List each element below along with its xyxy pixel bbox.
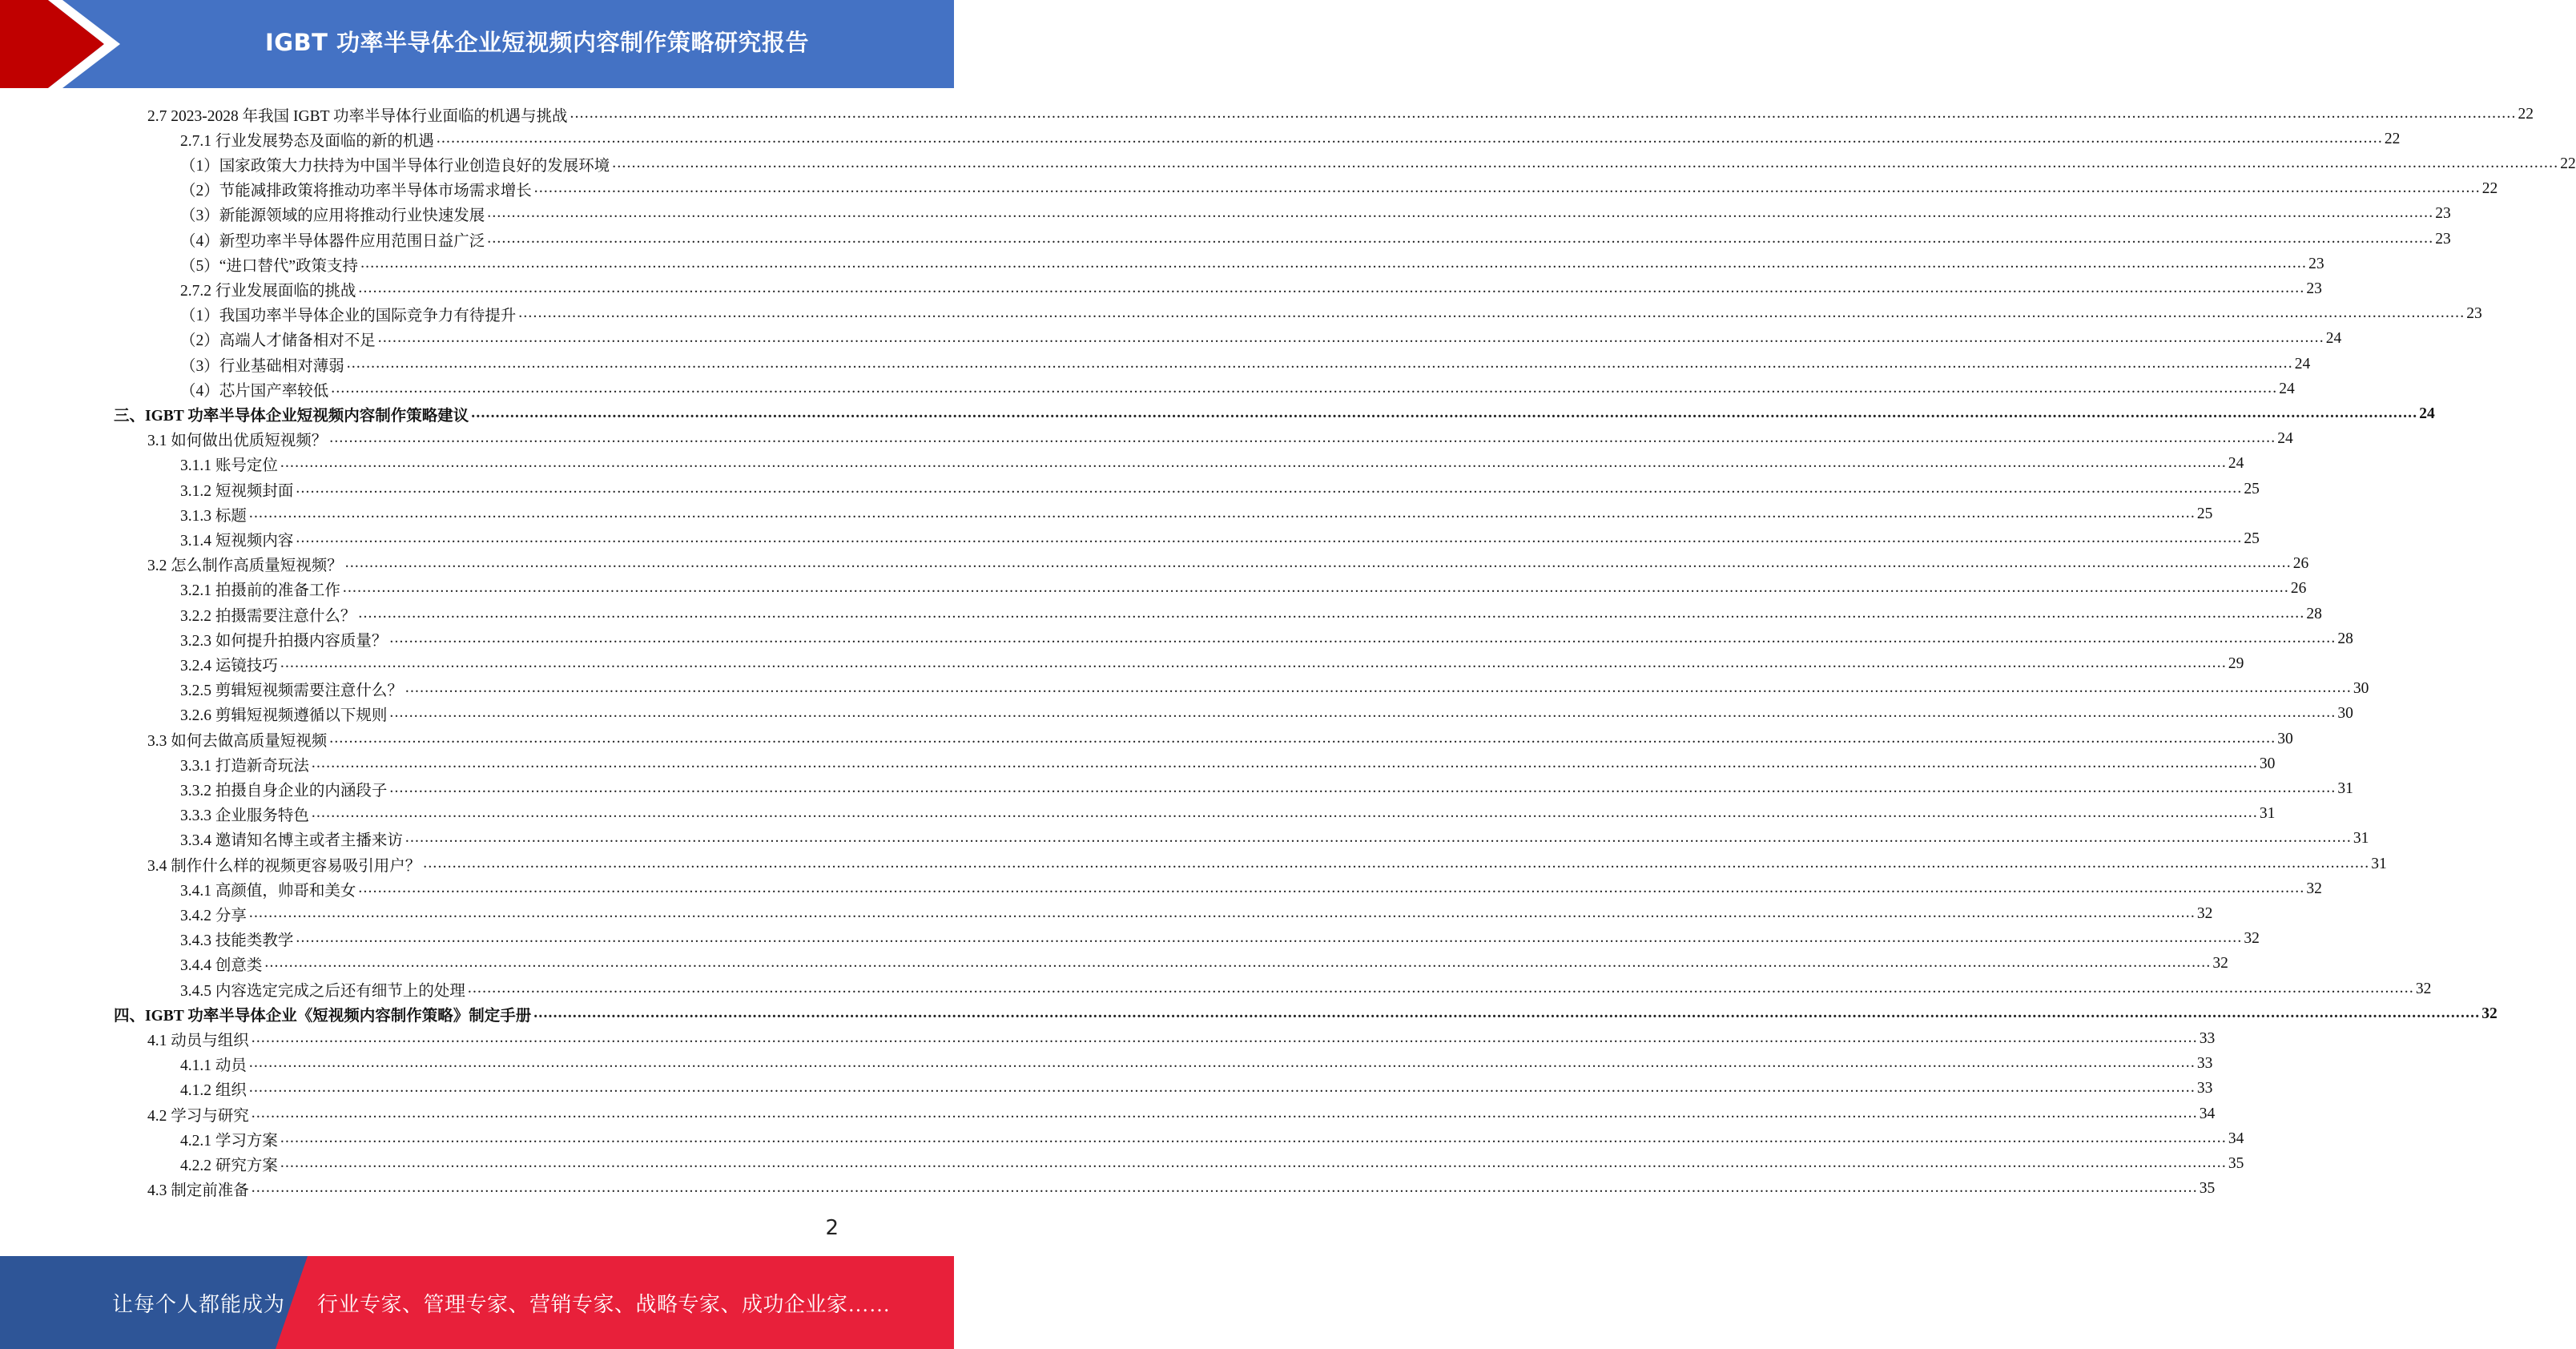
toc-entry-page-number: 24 — [2277, 430, 2293, 448]
toc-entry[interactable] — [180, 1077, 2213, 1101]
toc-entry-title: 2.7.1 行业发展势态及面临的新的机遇 — [180, 132, 434, 150]
toc-dot-leader: ................................................................................................................................................................................................................................................................................................................................................................................................................ — [331, 379, 2278, 397]
toc-dot-leader: ................................................................................................................................................................................................................................................................................................................................................................................................................ — [296, 529, 2243, 546]
toc-entry-page-number: 32 — [2212, 955, 2228, 972]
toc-entry[interactable] — [180, 452, 2244, 477]
toc-dot-leader: ................................................................................................................................................................................................................................................................................................................................................................................................................ — [389, 779, 2337, 796]
toc-entry[interactable] — [180, 977, 2432, 1001]
toc-entry-title: 4.2.1 学习方案 — [180, 1132, 278, 1150]
toc-entry-title: （4）芯片国产率较低 — [180, 382, 329, 400]
toc-dot-leader: ................................................................................................................................................................................................................................................................................................................................................................................................................ — [518, 304, 2465, 322]
toc-dot-leader: ................................................................................................................................................................................................................................................................................................................................................................................................................ — [570, 104, 2517, 122]
toc-entry[interactable] — [180, 827, 2369, 852]
toc-entry[interactable] — [180, 252, 2324, 276]
toc-entry-title: （1）国家政策大力扶持为中国半导体行业创造良好的发展环境 — [180, 157, 610, 175]
toc-dot-leader: ................................................................................................................................................................................................................................................................................................................................................................................................................ — [311, 754, 2258, 771]
toc-dot-leader: ................................................................................................................................................................................................................................................................................................................................................................................................................ — [377, 329, 2324, 347]
toc-dot-leader: ................................................................................................................................................................................................................................................................................................................................................................................................................ — [280, 654, 2227, 671]
toc-entry-page-number: 34 — [2199, 1105, 2216, 1122]
toc-dot-leader: ................................................................................................................................................................................................................................................................................................................................................................................................................ — [251, 1104, 2198, 1121]
toc-entry-title: 4.3 制定前准备 — [147, 1182, 249, 1200]
toc-entry-title: （2）高端人才储备相对不足 — [180, 332, 376, 350]
toc-entry-page-number: 31 — [2337, 779, 2353, 797]
toc-dot-leader: ................................................................................................................................................................................................................................................................................................................................................................................................................ — [358, 879, 2305, 896]
toc-entry[interactable] — [180, 352, 2311, 377]
toc-entry-page-number: 30 — [2277, 730, 2293, 747]
toc-entry-title: 4.2 学习与研究 — [147, 1107, 249, 1125]
toc-entry[interactable] — [180, 302, 2482, 327]
toc-entry-title: （1）我国功率半导体企业的国际竞争力有待提升 — [180, 308, 517, 325]
toc-entry[interactable] — [180, 177, 2498, 202]
toc-dot-leader: ................................................................................................................................................................................................................................................................................................................................................................................................................ — [358, 604, 2305, 622]
toc-entry[interactable] — [114, 401, 2435, 426]
toc-entry-title: 3.4.4 创意类 — [180, 957, 263, 975]
toc-entry-title: 3.2.3 如何提升拍摄内容质量？ — [180, 632, 388, 650]
toc-entry[interactable] — [180, 202, 2451, 227]
toc-entry-title: 3.1.3 标题 — [180, 507, 247, 525]
toc-entry-title: 3.3.3 企业服务特色 — [180, 807, 309, 825]
toc-dot-leader: ................................................................................................................................................................................................................................................................................................................................................................................................................ — [360, 254, 2308, 272]
toc-entry-page-number: 31 — [2353, 830, 2369, 848]
toc-entry[interactable] — [180, 1151, 2244, 1176]
toc-entry[interactable] — [114, 1001, 2498, 1026]
toc-entry[interactable] — [147, 102, 2534, 127]
document-title: IGBT 功率半导体企业短视频内容制作策略研究报告 — [264, 28, 810, 56]
toc-entry-page-number: 34 — [2228, 1130, 2244, 1147]
toc-entry-page-number: 35 — [2228, 1154, 2244, 1172]
toc-entry[interactable] — [180, 1052, 2213, 1077]
toc-dot-leader: ................................................................................................................................................................................................................................................................................................................................................................................................................ — [533, 1004, 2481, 1021]
toc-entry-page-number: 32 — [2306, 880, 2322, 897]
toc-entry-page-number: 28 — [2306, 605, 2322, 622]
toc-dot-leader: ................................................................................................................................................................................................................................................................................................................................................................................................................ — [251, 1029, 2198, 1046]
toc-entry-page-number: 26 — [2290, 580, 2307, 598]
toc-entry-page-number: 32 — [2244, 930, 2260, 948]
toc-entry[interactable] — [180, 901, 2213, 926]
toc-entry[interactable] — [147, 727, 2293, 751]
toc-entry-page-number: 33 — [2196, 1055, 2213, 1073]
page-footer — [0, 1256, 954, 1349]
toc-dot-leader: ................................................................................................................................................................................................................................................................................................................................................................................................................ — [487, 229, 2434, 247]
toc-entry-title: 3.4 制作什么样的视频更容易吸引用户？ — [147, 857, 421, 875]
toc-entry[interactable] — [180, 876, 2322, 901]
toc-entry-page-number: 22 — [2384, 130, 2401, 147]
toc-entry[interactable] — [180, 602, 2322, 626]
toc-dot-leader: ................................................................................................................................................................................................................................................................................................................................................................................................................ — [329, 429, 2276, 447]
toc-entry-title: 三、IGBT 功率半导体企业短视频内容制作策略建议 — [114, 407, 469, 425]
toc-dot-leader: ................................................................................................................................................................................................................................................................................................................................................................................................................ — [280, 454, 2227, 472]
toc-dot-leader: ................................................................................................................................................................................................................................................................................................................................................................................................................ — [467, 979, 2414, 997]
toc-entry-page-number: 23 — [2435, 205, 2451, 223]
toc-dot-leader: ................................................................................................................................................................................................................................................................................................................................................................................................................ — [405, 829, 2352, 847]
toc-entry-title: 四、IGBT 功率半导体企业《短视频内容制作策略》制定手册 — [114, 1007, 532, 1025]
toc-entry[interactable] — [180, 1126, 2244, 1151]
toc-entry[interactable] — [180, 151, 2576, 176]
toc-entry-title: 3.1.4 短视频内容 — [180, 532, 294, 550]
page-number: 2 — [825, 1216, 839, 1240]
toc-entry-title: 3.4.1 高颜值，帅哥和美女 — [180, 882, 356, 900]
toc-dot-leader: ................................................................................................................................................................................................................................................................................................................................................................................................................ — [296, 929, 2243, 947]
toc-entry-page-number: 32 — [2196, 904, 2213, 922]
toc-entry-title: 3.3 如何去做高质量短视频 — [147, 732, 328, 750]
toc-entry-page-number: 23 — [2466, 305, 2482, 323]
toc-entry-title: 3.4.5 内容选定完成之后还有细节上的处理 — [180, 982, 465, 1000]
toc-dot-leader: ................................................................................................................................................................................................................................................................................................................................................................................................................ — [533, 179, 2481, 197]
toc-dot-leader: ................................................................................................................................................................................................................................................................................................................................................................................................................ — [471, 404, 2418, 421]
toc-entry-title: （2）节能减排政策将推动功率半导体市场需求增长 — [180, 183, 532, 200]
toc-entry-page-number: 33 — [2196, 1080, 2213, 1097]
toc-entry[interactable] — [180, 702, 2353, 727]
toc-dot-leader: ................................................................................................................................................................................................................................................................................................................................................................................................................ — [423, 854, 2370, 872]
toc-entry-title: 3.2.5 剪辑短视频需要注意什么？ — [180, 683, 403, 700]
toc-entry[interactable] — [180, 751, 2276, 776]
toc-entry-page-number: 25 — [2244, 530, 2260, 547]
toc-dot-leader: ................................................................................................................................................................................................................................................................................................................................................................................................................ — [280, 1129, 2227, 1146]
toc-entry-title: 4.1.2 组织 — [180, 1082, 247, 1100]
toc-entry-title: （5）“进口替代”政策支持 — [180, 257, 359, 275]
toc-dot-leader: ................................................................................................................................................................................................................................................................................................................................................................................................................ — [487, 204, 2434, 222]
toc-entry[interactable] — [180, 577, 2307, 602]
toc-entry-page-number: 25 — [2244, 480, 2260, 497]
toc-dot-leader: ................................................................................................................................................................................................................................................................................................................................................................................................................ — [389, 629, 2337, 646]
toc-entry[interactable] — [180, 477, 2260, 501]
toc-entry[interactable] — [180, 952, 2228, 977]
toc-entry-title: 3.2.4 运镜技巧 — [180, 657, 278, 674]
toc-dot-leader: ................................................................................................................................................................................................................................................................................................................................................................................................................ — [329, 729, 2276, 747]
toc-entry-page-number: 24 — [2279, 380, 2295, 397]
toc-dot-leader: ................................................................................................................................................................................................................................................................................................................................................................................................................ — [344, 554, 2292, 572]
toc-dot-leader: ................................................................................................................................................................................................................................................................................................................................................................................................................ — [248, 504, 2196, 521]
toc-entry-title: 4.2.2 研究方案 — [180, 1157, 278, 1174]
toc-entry[interactable] — [180, 276, 2322, 301]
toc-entry-title: 3.3.2 拍摄自身企业的内涵段子 — [180, 782, 388, 799]
toc-entry[interactable] — [180, 501, 2213, 526]
toc-entry[interactable] — [180, 626, 2353, 651]
toc-entry-title: 4.1.1 动员 — [180, 1057, 247, 1075]
toc-dot-leader: ................................................................................................................................................................................................................................................................................................................................................................................................................ — [264, 954, 2212, 972]
toc-entry-page-number: 22 — [2518, 105, 2534, 123]
header-chevron-decoration — [0, 0, 128, 88]
toc-entry-page-number: 32 — [2481, 1005, 2498, 1022]
toc-entry-page-number: 30 — [2337, 705, 2353, 723]
toc-dot-leader: ................................................................................................................................................................................................................................................................................................................................................................................................................ — [436, 129, 2383, 147]
toc-entry-page-number: 24 — [2325, 330, 2342, 348]
toc-entry[interactable] — [180, 127, 2401, 151]
toc-dot-leader: ................................................................................................................................................................................................................................................................................................................................................................................................................ — [405, 679, 2352, 697]
toc-entry[interactable] — [180, 651, 2244, 676]
toc-dot-leader: ................................................................................................................................................................................................................................................................................................................................................................................................................ — [358, 279, 2305, 296]
toc-entry-title: 3.2.2 拍摄需要注意什么？ — [180, 607, 356, 625]
toc-entry[interactable] — [147, 852, 2387, 876]
toc-entry-page-number: 23 — [2306, 280, 2322, 297]
toc-entry-title: 2.7 2023-2028 年我国 IGBT 功率半导体行业面临的机遇与挑战 — [147, 107, 568, 125]
toc-entry-page-number: 29 — [2228, 654, 2244, 672]
toc-entry-page-number: 33 — [2199, 1029, 2216, 1047]
toc-entry-title: 3.4.2 分享 — [180, 907, 247, 924]
toc-entry-title: 3.1.2 短视频封面 — [180, 482, 294, 500]
toc-entry-page-number: 25 — [2196, 505, 2213, 522]
toc-entry[interactable] — [180, 776, 2353, 801]
toc-entry-title: （4）新型功率半导体器件应用范围日益广泛 — [180, 232, 485, 250]
toc-entry-title: （3）行业基础相对薄弱 — [180, 357, 344, 375]
toc-entry-title: 2.7.2 行业发展面临的挑战 — [180, 282, 356, 300]
toc-dot-leader: ................................................................................................................................................................................................................................................................................................................................................................................................................ — [342, 579, 2289, 597]
toc-entry-page-number: 23 — [2435, 230, 2451, 248]
toc-entry-title: 3.3.1 打造新奇玩法 — [180, 757, 309, 775]
toc-entry-page-number: 31 — [2259, 805, 2276, 823]
toc-entry-page-number: 23 — [2308, 255, 2324, 272]
toc-entry-title: 3.2.6 剪辑短视频遵循以下规则 — [180, 707, 388, 725]
toc-entry[interactable] — [147, 1177, 2216, 1202]
toc-entry-title: 3.2 怎么制作高质量短视频？ — [147, 558, 343, 575]
toc-entry-page-number: 24 — [2228, 455, 2244, 473]
toc-entry-title: 4.1 动员与组织 — [147, 1032, 249, 1049]
toc-entry-page-number: 24 — [2294, 355, 2311, 372]
toc-dot-leader: ................................................................................................................................................................................................................................................................................................................................................................................................................ — [612, 154, 2559, 171]
toc-entry[interactable] — [147, 427, 2293, 452]
toc-entry[interactable] — [180, 927, 2260, 952]
toc-entry-page-number: 30 — [2259, 755, 2276, 772]
toc-entry-page-number: 24 — [2419, 405, 2435, 422]
page-header — [0, 0, 954, 88]
toc-dot-leader: ................................................................................................................................................................................................................................................................................................................................................................................................................ — [311, 804, 2258, 822]
footer-slogan-right: 行业专家、管理专家、营销专家、战略专家、成功企业家…… — [317, 1292, 891, 1316]
toc-entry[interactable] — [180, 677, 2369, 702]
toc-dot-leader: ................................................................................................................................................................................................................................................................................................................................................................................................................ — [389, 704, 2337, 722]
toc-entry-page-number: 22 — [2481, 180, 2498, 198]
toc-dot-leader: ................................................................................................................................................................................................................................................................................................................................................................................................................ — [251, 1179, 2198, 1197]
toc-entry-title: 3.1 如何做出优质短视频？ — [147, 433, 328, 450]
toc-entry-title: 3.2.1 拍摄前的准备工作 — [180, 582, 340, 600]
toc-dot-leader: ................................................................................................................................................................................................................................................................................................................................................................................................................ — [248, 1079, 2196, 1097]
toc-entry[interactable] — [180, 327, 2342, 352]
toc-entry-page-number: 22 — [2560, 155, 2576, 172]
toc-entry-page-number: 26 — [2292, 555, 2309, 573]
toc-dot-leader: ................................................................................................................................................................................................................................................................................................................................................................................................................ — [296, 479, 2243, 497]
toc-entry-title: 3.3.4 邀请知名博主或者主播来访 — [180, 832, 403, 850]
toc-dot-leader: ................................................................................................................................................................................................................................................................................................................................................................................................................ — [280, 1154, 2227, 1171]
toc-entry-page-number: 32 — [2415, 980, 2432, 997]
toc-dot-leader: ................................................................................................................................................................................................................................................................................................................................................................................................................ — [346, 354, 2293, 372]
toc-entry-page-number: 28 — [2337, 630, 2353, 647]
footer-slogan-left: 让每个人都能成为 — [112, 1292, 286, 1316]
toc-entry[interactable] — [180, 802, 2276, 827]
toc-dot-leader: ................................................................................................................................................................................................................................................................................................................................................................................................................ — [248, 904, 2196, 921]
toc-entry-page-number: 31 — [2371, 855, 2387, 872]
toc-entry-title: （3）新能源领域的应用将推动行业快速发展 — [180, 207, 485, 225]
toc-dot-leader: ................................................................................................................................................................................................................................................................................................................................................................................................................ — [248, 1054, 2196, 1072]
toc-entry[interactable] — [147, 552, 2309, 577]
toc-entry-page-number: 35 — [2199, 1180, 2216, 1198]
toc-entry[interactable] — [180, 526, 2260, 551]
toc-entry-page-number: 30 — [2353, 680, 2369, 698]
toc-entry-title: 3.4.3 技能类教学 — [180, 932, 294, 950]
toc-entry[interactable] — [180, 227, 2451, 252]
toc-entry-title: 3.1.1 账号定位 — [180, 457, 278, 475]
toc-entry[interactable] — [147, 1026, 2216, 1051]
toc-entry[interactable] — [147, 1101, 2216, 1126]
toc-entry[interactable] — [180, 377, 2295, 401]
